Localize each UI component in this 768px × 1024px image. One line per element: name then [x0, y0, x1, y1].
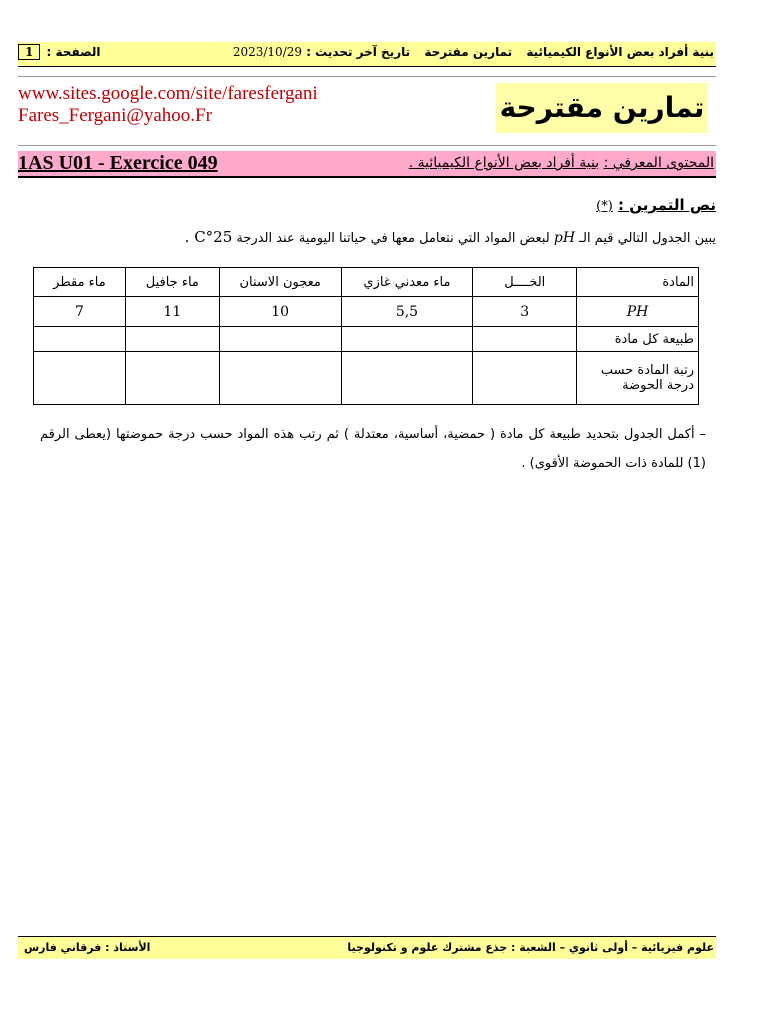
page-indicator — [18, 44, 101, 60]
empty-cell — [473, 352, 577, 405]
table-header-cell: الخــــل — [473, 268, 577, 297]
empty-cell — [341, 327, 473, 352]
category-label: تمارين مقترحة — [424, 45, 513, 59]
table-header-cell: ماء جافيل — [125, 268, 219, 297]
empty-cell — [219, 352, 341, 405]
exercise-heading-label: نص التمرين : — [618, 196, 716, 214]
table-header-cell: معجون الاسنان — [219, 268, 341, 297]
top-strip-info — [233, 45, 714, 59]
page-label: الصفحة : — [46, 45, 101, 59]
intro-ph: pH — [553, 230, 576, 246]
content-label: المحتوى المعرفي : — [603, 155, 714, 171]
exercise-code: 1AS U01 - Exercice 049 — [18, 152, 218, 174]
topic-label: بنية أفراد بعض الأنواع الكيميائية — [526, 45, 714, 59]
empty-cell — [341, 352, 473, 405]
ph-value-cell: 7 — [34, 297, 126, 327]
ph-table — [33, 267, 699, 405]
table-header-row — [34, 268, 699, 297]
content-value: بنية أفراد بعض الأنواع الكيميائية . — [408, 155, 600, 171]
empty-cell — [125, 352, 219, 405]
difficulty-marker: (*) — [596, 199, 613, 214]
rank-label-line1: رتبة المادة حسب — [600, 363, 694, 378]
header — [18, 76, 716, 146]
ph-value-cell: 11 — [125, 297, 219, 327]
content-heading — [409, 151, 714, 176]
table-row-rank — [34, 352, 699, 405]
ph-row-label: PH — [577, 297, 699, 327]
footer-teacher: الأستاذ : فرقاني فارس — [24, 941, 151, 954]
footer-course: علوم فيزيائية – أولى ثانوي – الشعبة : جذع مشترك علوم و تكنولوجيا — [347, 941, 714, 954]
top-strip — [18, 42, 716, 67]
intro-text — [185, 228, 716, 246]
footer — [18, 936, 716, 959]
table-header-cell: المادة — [577, 268, 699, 297]
empty-cell — [473, 327, 577, 352]
temperature: 25°C . — [184, 228, 233, 246]
page-title: تمارين مقترحة — [496, 83, 708, 133]
nature-row-label: طبيعة كل مادة — [577, 327, 699, 352]
intro-prefix: يبين الجدول التالي قيم الـ — [579, 231, 716, 246]
intro-suffix: لبعض المواد التي نتعامل معها في حياتنا اليومية عند الدرجة — [236, 231, 550, 246]
page-number: 1 — [18, 44, 40, 60]
update-date: 2023/10/29 — [232, 45, 303, 59]
table-header-cell: ماء معدني غازي — [341, 268, 473, 297]
instructions-text: – أكمل الجدول بتحديد طبيعة كل مادة ( حمضية، أساسية، معتدلة ) ثم رتب هذه المواد حسب درجة حموضتها (يعطى الرقم (1) للمادة ذات الحموضة الأقوى) . — [40, 427, 706, 471]
exercise-heading — [596, 196, 716, 214]
website-link[interactable]: www.sites.google.com/site/faresfergani — [18, 83, 318, 104]
empty-cell — [34, 327, 126, 352]
exercise-bar — [18, 151, 716, 178]
ph-value-cell: 5,5 — [341, 297, 473, 327]
ph-value-cell: 10 — [219, 297, 341, 327]
rank-row-label — [577, 352, 699, 405]
table-row-ph — [34, 297, 699, 327]
update-label: تاريخ آخر تحديث : — [306, 45, 411, 59]
empty-cell — [219, 327, 341, 352]
empty-cell — [34, 352, 126, 405]
table-header-cell: ماء مقطر — [34, 268, 126, 297]
rank-label-line2: درجة الحوضة — [622, 378, 694, 393]
empty-cell — [125, 327, 219, 352]
ph-value-cell: 3 — [473, 297, 577, 327]
table-row-nature — [34, 327, 699, 352]
email-link[interactable]: Fares_Fergani@yahoo.Fr — [18, 105, 212, 126]
